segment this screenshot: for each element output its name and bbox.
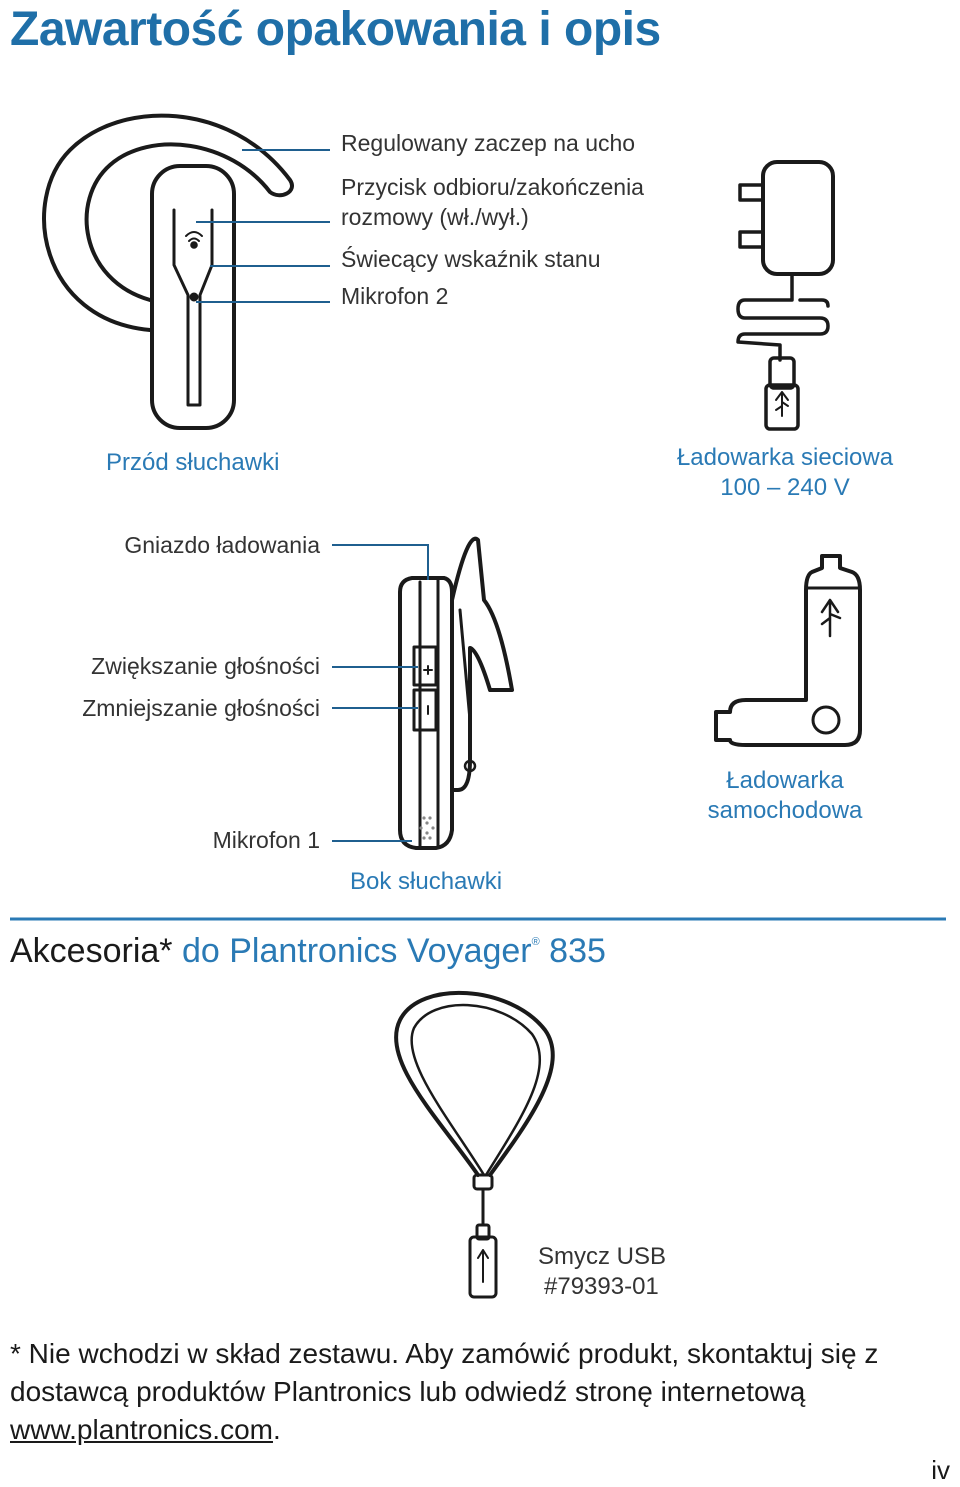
caption-car-charger-2: samochodowa [707, 797, 863, 824]
label-mic-1: Mikrofon 1 [212, 827, 320, 853]
label-call-button-2: rozmowy (wł./wył.) [341, 204, 529, 230]
plantronics-link[interactable]: www.plantronics.com [10, 1414, 273, 1445]
label-volume-up: Zwiększanie głośności [91, 653, 320, 679]
label-lanyard-1: Smycz USB [538, 1243, 667, 1270]
caption-front: Przód słuchawki [106, 449, 280, 476]
label-ear-hook: Regulowany zaczep na ucho [341, 130, 636, 156]
label-lanyard-2: #79393-01 [544, 1273, 659, 1300]
caption-car-charger-1: Ładowarka [726, 767, 844, 794]
registered-mark: ® [531, 936, 540, 948]
label-mic-2: Mikrofon 2 [341, 283, 449, 309]
headset-side-body-icon [400, 578, 452, 848]
footnote [10, 1335, 950, 1449]
accessories-heading [10, 932, 606, 971]
caption-side: Bok słuchawki [350, 868, 503, 895]
footnote-end: . [272, 1414, 281, 1445]
label-call-button-1: Przycisk odbioru/zakończenia [341, 174, 644, 200]
label-status-light: Świecący wskaźnik stanu [341, 246, 601, 272]
page-number: iv [931, 1455, 950, 1485]
caption-wall-charger-2: 100 – 240 V [720, 474, 850, 501]
accessories-brand: do Plantronics Voyager [172, 932, 532, 970]
page-title: Zawartość opakowania i opis [10, 3, 661, 56]
label-volume-down: Zmniejszanie głośności [82, 695, 320, 721]
accessories-model: 835 [539, 932, 606, 970]
wall-charger-icon [763, 162, 833, 274]
label-charge-port: Gniazdo ładowania [124, 532, 320, 558]
footnote-text: * Nie wchodzi w skład zestawu. Aby zamówić produkt, skontaktuj się z dostawcą produktów Plantronics lub odwiedź stronę internetową [10, 1338, 879, 1407]
caption-wall-charger-1: Ładowarka sieciowa [676, 444, 894, 471]
accessories-prefix: Akcesoria* [10, 932, 173, 970]
